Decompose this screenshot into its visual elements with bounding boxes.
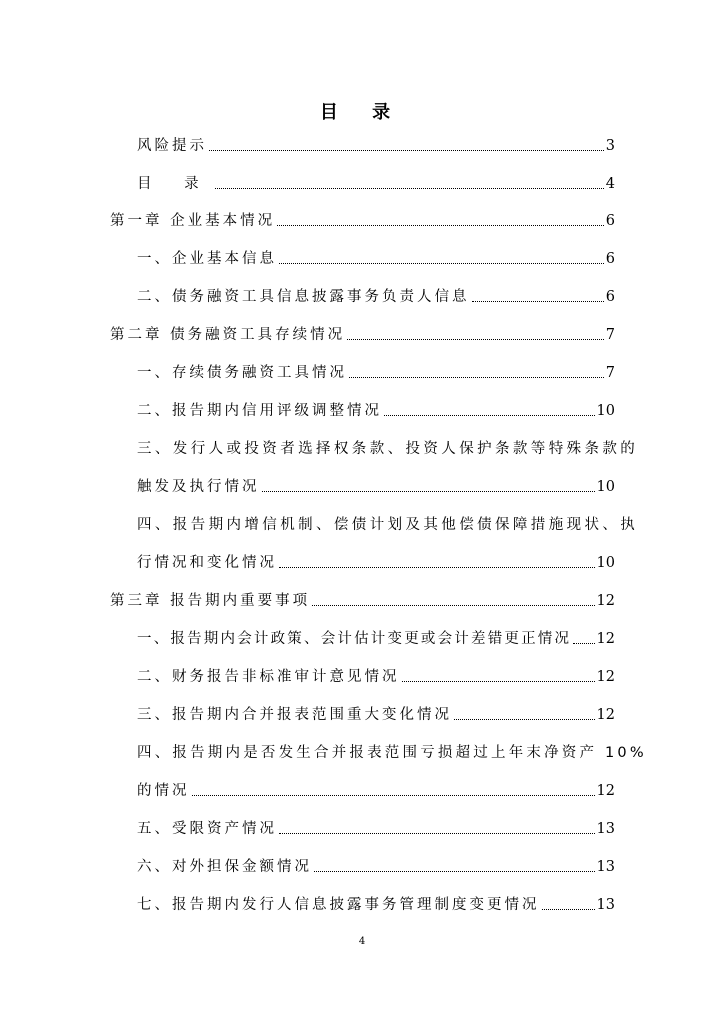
toc-entry-label: 风险提示 (137, 138, 207, 154)
toc-entry-page: 10 (596, 555, 615, 571)
dot-leader (279, 833, 595, 834)
toc-entry-2-2[interactable] (137, 395, 615, 421)
toc-entry-chapter-3[interactable] (110, 585, 615, 611)
dot-leader (262, 491, 595, 492)
toc-entry-risk-notice[interactable] (137, 130, 615, 156)
toc-entry-page: 12 (596, 593, 615, 609)
toc-entry-label: 一、企业基本信息 (137, 251, 277, 267)
toc-entry-3-4[interactable] (137, 775, 615, 801)
toc-entry-page: 13 (596, 897, 615, 913)
toc-entry-page: 10 (596, 403, 615, 419)
toc-entry-page: 7 (605, 365, 615, 381)
toc-entry-contents[interactable] (137, 168, 615, 194)
toc-entry-page: 3 (605, 138, 615, 154)
toc-entry-label: 二、债务融资工具信息披露事务负责人信息 (137, 289, 470, 305)
toc-entry-3-2[interactable] (137, 661, 615, 687)
dot-leader (314, 871, 595, 872)
dot-leader (279, 263, 604, 264)
dot-leader (209, 150, 604, 151)
toc-entry-label: 触发及执行情况 (137, 479, 260, 495)
toc-entry-3-3[interactable] (137, 699, 615, 725)
toc-entry-3-6[interactable] (137, 851, 615, 877)
toc-entry-1-2[interactable] (137, 281, 615, 307)
toc-entry-2-4[interactable] (137, 547, 615, 573)
toc-entry-label: 第二章 债务融资工具存续情况 (110, 327, 346, 343)
toc-entry-label: 第一章 企业基本情况 (110, 213, 276, 229)
toc-entry-label: 二、报告期内信用评级调整情况 (137, 403, 382, 419)
toc-entry-1-1[interactable] (137, 243, 615, 269)
dot-leader (347, 339, 604, 340)
toc-entry-2-1[interactable] (137, 357, 615, 383)
toc-entry-page: 6 (605, 213, 615, 229)
toc-entry-label: 一、报告期内会计政策、会计估计变更或会计差错更正情况 (137, 631, 572, 647)
toc-entry-3-7[interactable] (137, 889, 615, 915)
dot-leader (277, 225, 604, 226)
toc-entry-label: 目 录 (137, 176, 213, 192)
toc-entry-page: 4 (605, 176, 615, 192)
toc-entry-label: 第三章 报告期内重要事项 (110, 593, 311, 609)
toc-entry-3-5[interactable] (137, 813, 615, 839)
dot-leader (384, 415, 595, 416)
dot-leader (349, 377, 604, 378)
toc-entry-page: 13 (596, 859, 615, 875)
toc-entry-label: 一、存续债务融资工具情况 (137, 365, 347, 381)
dot-leader (312, 605, 594, 606)
toc-entry-label: 三、报告期内合并报表范围重大变化情况 (137, 707, 452, 723)
toc-entry-page: 10 (596, 479, 615, 495)
dot-leader (542, 909, 595, 910)
dot-leader (192, 795, 595, 796)
dot-leader (279, 567, 595, 568)
toc-entry-label: 六、对外担保金额情况 (137, 859, 312, 875)
toc-entry-label: 行情况和变化情况 (137, 555, 277, 571)
dot-leader (573, 643, 594, 644)
toc-entry-page: 7 (605, 327, 615, 343)
toc-entry-page: 12 (596, 669, 615, 685)
toc-entry-label: 二、财务报告非标准审计意见情况 (137, 669, 400, 685)
dot-leader (454, 719, 595, 720)
toc-entry-chapter-2[interactable] (110, 319, 615, 345)
toc-entry-page: 6 (605, 289, 615, 305)
toc-entry-page: 12 (596, 783, 615, 799)
toc-entry-page: 6 (605, 251, 615, 267)
toc-entry-page: 13 (596, 821, 615, 837)
toc-entry-label: 七、报告期内发行人信息披露事务管理制度变更情况 (137, 897, 540, 913)
toc-entry-chapter-1[interactable] (110, 205, 615, 231)
dot-leader (402, 681, 595, 682)
toc-entry-2-4-line1[interactable]: 四、报告期内增信机制、偿债计划及其他偿债保障措施现状、执 (137, 517, 639, 533)
dot-leader (215, 188, 604, 189)
toc-entry-2-3-line1[interactable]: 三、发行人或投资者选择权条款、投资人保护条款等特殊条款的 (137, 441, 639, 457)
toc-entry-label: 五、受限资产情况 (137, 821, 277, 837)
toc-entry-3-4-line1[interactable]: 四、报告期内是否发生合并报表范围亏损超过上年末净资产 10% (137, 745, 647, 761)
toc-entry-page: 12 (596, 707, 615, 723)
dot-leader (472, 301, 604, 302)
toc-heading: 目 录 (319, 102, 405, 123)
toc-entry-2-3[interactable] (137, 471, 615, 497)
toc-entry-page: 12 (596, 631, 615, 647)
toc-entry-3-1[interactable] (137, 623, 615, 649)
toc-entry-label: 的情况 (137, 783, 190, 799)
footer-page-number: 4 (358, 936, 366, 947)
